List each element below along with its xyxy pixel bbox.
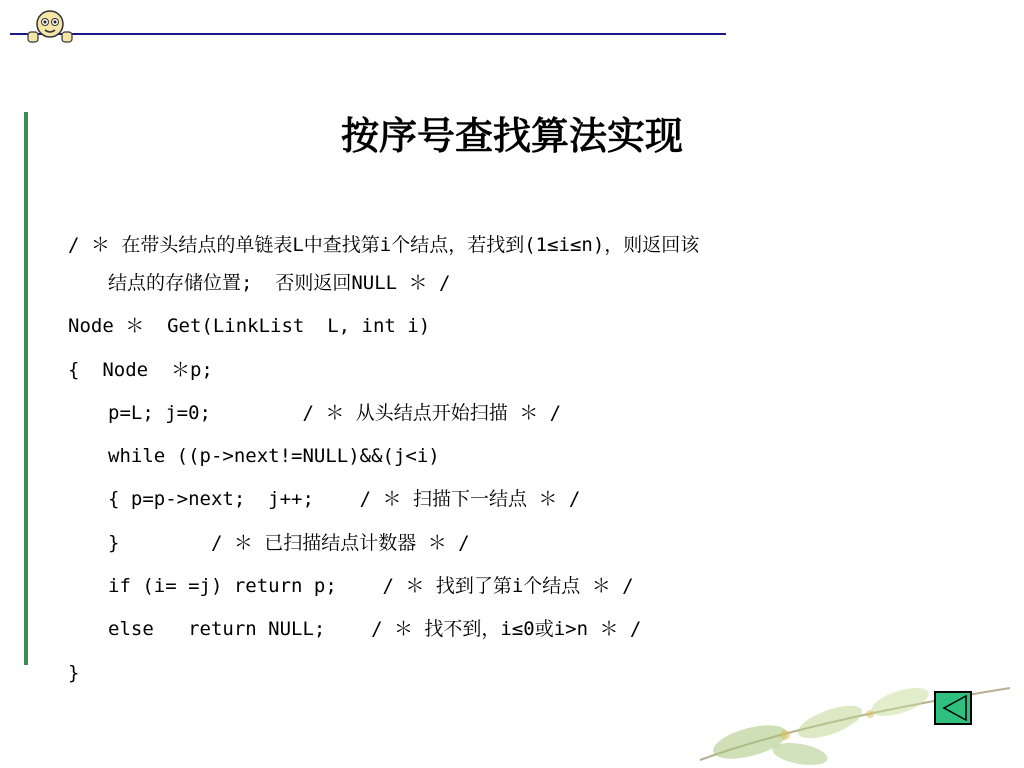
slide-title: 按序号查找算法实现: [340, 113, 683, 158]
code-line: if (i= =j) return p; / ＊ 找到了第i个结点 ＊ /: [108, 575, 634, 598]
code-block: [68, 228, 968, 699]
triangle-left-icon: [936, 693, 970, 723]
leaf-decoration-icon: [690, 680, 1024, 768]
code-line: Node ＊ Get(LinkList L, int i): [68, 315, 431, 338]
mascot-icon: [22, 6, 78, 46]
code-line: p=L; j=0; / ＊ 从头结点开始扫描 ＊ /: [108, 401, 562, 424]
code-line: { p=p->next; j++; / ＊ 扫描下一结点 ＊ /: [108, 488, 581, 511]
code-line: while ((p->next!=NULL)&&(j<i): [108, 445, 440, 468]
code-line: }: [68, 661, 80, 684]
code-line: else return NULL; / ＊ 找不到，i≤0或i>n ＊ /: [108, 618, 642, 641]
back-nav-button[interactable]: [934, 691, 972, 725]
code-line: / ＊ 在带头结点的单链表L中查找第i个结点，若找到(1≤i≤n)，则返回该: [68, 234, 700, 256]
side-accent-bar: [24, 112, 28, 665]
code-line: 结点的存储位置; 否则返回NULL ＊ /: [108, 272, 451, 294]
code-line: } / ＊ 已扫描结点计数器 ＊ /: [108, 531, 470, 554]
code-line: { Node ＊p;: [68, 358, 213, 381]
header-rule: [10, 33, 726, 35]
